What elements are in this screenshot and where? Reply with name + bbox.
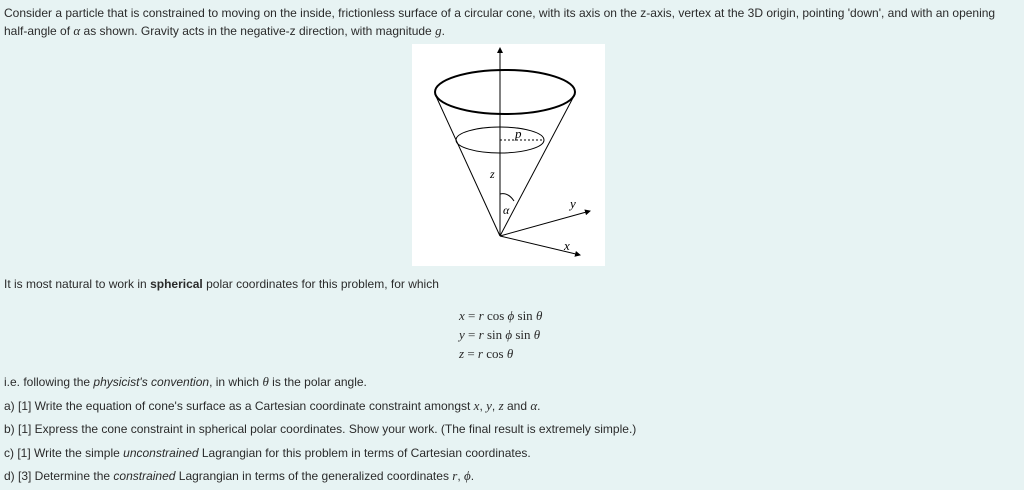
cone-right-edge bbox=[500, 94, 575, 236]
spherical-text-1: It is most natural to work in bbox=[4, 277, 151, 291]
cone-diagram bbox=[412, 44, 605, 266]
intro-text-3: . bbox=[441, 24, 445, 38]
spherical-paragraph bbox=[4, 275, 439, 293]
intro-text-2: as shown. Gravity acts in the negative-z direction, with magnitude bbox=[80, 24, 436, 38]
convention-paragraph: i.e. following the physicist's convention, in which θ is the polar angle. bbox=[4, 374, 367, 389]
question-d: d) [3] Determine the constrained Lagrangian in terms of the generalized coordinates r, ϕ. bbox=[4, 468, 475, 483]
intro-paragraph bbox=[4, 4, 1020, 40]
theta-symbol: θ bbox=[262, 374, 269, 389]
g-symbol: g bbox=[435, 23, 442, 38]
equation-x: x = r cos ϕ sin θ bbox=[459, 308, 543, 323]
question-c: c) [1] Write the simple unconstrained Lagrangian for this problem in terms of Cartesian coordinates. bbox=[4, 446, 531, 460]
cone-left-edge bbox=[435, 94, 500, 236]
alpha-arc bbox=[500, 194, 514, 201]
equation-y: y = r sin ϕ sin θ bbox=[459, 327, 541, 342]
label-p: p bbox=[515, 126, 522, 141]
cone-figure bbox=[412, 44, 605, 266]
label-z: z bbox=[490, 167, 495, 181]
spherical-text-2: polar coordinates for this problem, for which bbox=[202, 277, 439, 291]
question-b: b) [1] Express the cone constraint in spherical polar coordinates. Show your work. (The final result is extremely simple.) bbox=[4, 422, 637, 436]
label-alpha: α bbox=[503, 203, 510, 217]
alpha-symbol: α bbox=[73, 23, 81, 38]
label-x: x bbox=[564, 238, 570, 253]
unconstrained-emphasis: unconstrained bbox=[123, 446, 199, 460]
label-y: y bbox=[570, 196, 576, 211]
equation-z: z = r cos θ bbox=[459, 346, 514, 361]
spherical-bold: spherical bbox=[150, 277, 203, 291]
intro-text-1: Consider a particle that is constrained to moving on the inside, frictionless surface of a circular cone, with its axis on the z-axis, vertex at the 3D origin, pointing 'down', and with an opening half-angle of bbox=[4, 6, 996, 38]
cone-rim bbox=[435, 70, 575, 114]
coordinate-equations bbox=[459, 306, 542, 363]
y-axis bbox=[500, 211, 590, 236]
constrained-emphasis: constrained bbox=[113, 469, 176, 483]
convention-emphasis: physicist's convention bbox=[93, 375, 210, 389]
question-a: a) [1] Write the equation of cone's surface as a Cartesian coordinate constraint amongst x, y, z and α. bbox=[4, 398, 541, 413]
